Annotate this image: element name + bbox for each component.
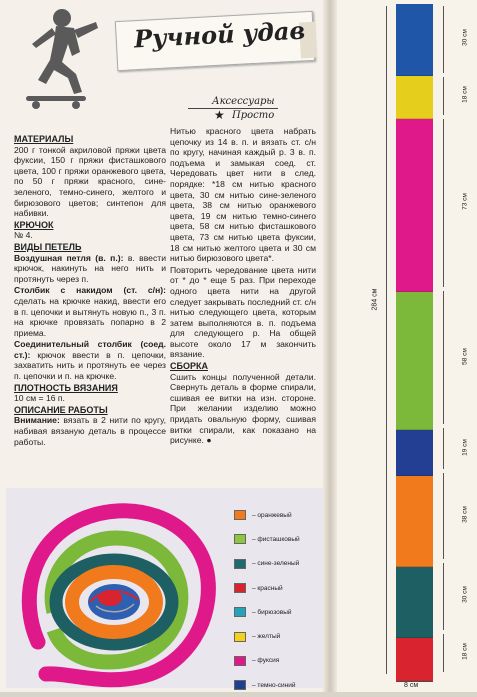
segment-bracket	[443, 77, 444, 115]
dc-term: Столбик с накидом (ст. с/н):	[14, 285, 166, 296]
width-label: 8 см	[404, 682, 419, 689]
strip-segment	[396, 119, 433, 292]
page-fold	[323, 0, 337, 692]
strip-segment	[396, 476, 433, 567]
legend-swatch	[234, 607, 246, 617]
segment-bracket	[443, 634, 444, 672]
legend-swatch	[234, 632, 246, 642]
segment-length-label: 73 см	[461, 193, 469, 211]
instructions-p2: Повторить чередование цвета нити от * до * еще 5 раз. При переходе одного цвета нити на другой следует закрывать последний ст. с/н нитью следующего цвета, которым затем выполняются в. п. подъема для следующего р. На общей высоте около 17 м закончить вязание.	[170, 264, 316, 360]
strip-segment	[396, 4, 433, 76]
legend-swatch	[234, 510, 246, 520]
segment-length-label: 58 см	[461, 347, 469, 365]
end-mark-icon: ●	[206, 435, 212, 446]
materials-text: 200 г тонкой акриловой пряжи цвета фуксии, 150 г пряжи фисташкового цвета, 100 г пряжи оранжевого цвета, по 50 г пряжи красного, сине-зеленого, темно-синего, желтого и бирюзового цветов; синтепон для набивки.	[14, 144, 166, 219]
slip-stitch	[14, 339, 166, 381]
assembly-desc: Сшить концы полученной детали. Свернуть деталь в форме спирали, сшивая ее витки на изн. стороне. При желании изделию можно придать овальную форму, сшивая витки спирали, как показано на рисунке.	[170, 371, 316, 446]
loops-heading: ВИДЫ ПЕТЕЛЬ	[14, 241, 82, 252]
strip-segment	[396, 638, 433, 681]
column-2	[170, 126, 316, 447]
legend-item	[234, 673, 322, 697]
segment-bracket	[443, 473, 444, 559]
chain-desc: в. ввести крючок, накинуть на него нить и протянуть через п.	[14, 252, 166, 284]
density-heading: ПЛОТНОСТЬ ВЯЗАНИЯ	[14, 382, 118, 393]
attention-text	[14, 415, 166, 447]
legend-swatch	[234, 656, 246, 666]
legend-item	[234, 600, 322, 624]
legend-swatch	[234, 583, 246, 593]
segment-bracket	[443, 6, 444, 73]
page-title: Ручной удав	[133, 15, 306, 54]
legend-item	[234, 503, 322, 527]
legend-item	[234, 576, 322, 600]
legend-label: – темно-синий	[252, 681, 296, 689]
segment-bracket	[443, 428, 444, 469]
description-heading: ОПИСАНИЕ РАБОТЫ	[14, 404, 108, 415]
materials-heading: МАТЕРИАЛЫ	[14, 134, 74, 144]
column-1	[14, 134, 166, 448]
legend-label: – фуксия	[252, 657, 280, 665]
attention-term: Внимание:	[14, 415, 60, 426]
segment-length-label: 30 см	[461, 586, 469, 604]
ss-term: Соединительный столбик (соед. ст.):	[14, 339, 166, 360]
ss-desc: крючок ввести в п. цепочки, захватить нить и протянуть ее через п. цепочки и п. на крючке.	[14, 349, 167, 382]
legend-swatch	[234, 559, 246, 569]
color-strip	[396, 4, 433, 682]
attention-desc: вязать в 2 нити по кругу, набивая вязаную деталь в процессе работы.	[14, 415, 166, 447]
assembly-heading: СБОРКА	[170, 361, 208, 372]
hook-heading: КРЮЧОК	[14, 219, 54, 230]
segment-length-label: 30 см	[461, 29, 469, 47]
segment-length-label: 18 см	[461, 642, 469, 660]
segment-length-label: 18 см	[461, 86, 469, 103]
density-text: 10 см = 16 п.	[14, 393, 65, 404]
legend-label: – сине-зеленый	[252, 560, 300, 568]
instructions-p1: Нитью красного цвета набрать цепочку из 14 в. п. и вязать ст. с/н по кругу, начиная каждый р. 3 в. п. подъема и замыкая соед. ст. Чередовать цвет нити в след. порядке: *18 см нитью красного цвета, 30 см нитью сине-зеленого цвета, 38 см нитью оранжевого цвета, 19 см нитью темно-синего цвета, 58 см нитью фисташкового цвета, 73 см нитью цвета фуксии, 18 см нитью желтого цвета и 30 см нитью бирюзового цвета*.	[170, 126, 316, 264]
category-label: Аксессуары	[212, 96, 275, 107]
segment-bracket	[443, 119, 444, 287]
legend-item	[234, 552, 322, 576]
legend-swatch	[234, 534, 246, 544]
strip-segment	[396, 292, 433, 430]
legend-item	[234, 624, 322, 648]
strip-segment	[396, 567, 433, 639]
legend-label: – красный	[252, 584, 283, 592]
spiral-illustration	[10, 492, 220, 688]
chain-term: Воздушная петля (в. п.):	[14, 252, 124, 263]
total-length-label: 284 см	[371, 288, 379, 311]
header-divider	[188, 108, 278, 109]
legend-label: – желтый	[252, 633, 281, 641]
segment-bracket	[443, 563, 444, 630]
segment-bracket	[443, 291, 444, 424]
chain-stitch	[14, 253, 166, 285]
legend-item	[234, 527, 322, 551]
assembly-text	[170, 372, 316, 446]
dc-desc: сделать на крючке накид, ввести его в п. цепочки и вытянуть новую п., 3 п. на крючке провязать попарно в 2 приема.	[14, 295, 166, 338]
total-length-line	[386, 6, 387, 674]
hook-text: № 4.	[14, 230, 33, 241]
legend-item	[234, 649, 322, 673]
color-legend	[234, 503, 322, 697]
legend-label: – оранжевый	[252, 511, 292, 519]
segment-length-label: 38 см	[461, 506, 469, 523]
difficulty-label: Просто	[232, 110, 275, 121]
segment-length-label: 19 см	[461, 438, 469, 456]
legend-swatch	[234, 680, 246, 690]
star-icon: ★	[214, 108, 225, 122]
skater-icon	[16, 4, 108, 116]
legend-label: – бирюзовый	[252, 608, 292, 616]
strip-segment	[396, 430, 433, 476]
strip-segment	[396, 76, 433, 119]
legend-label: – фисташковый	[252, 535, 300, 543]
double-crochet	[14, 285, 166, 338]
width-line	[398, 680, 432, 681]
